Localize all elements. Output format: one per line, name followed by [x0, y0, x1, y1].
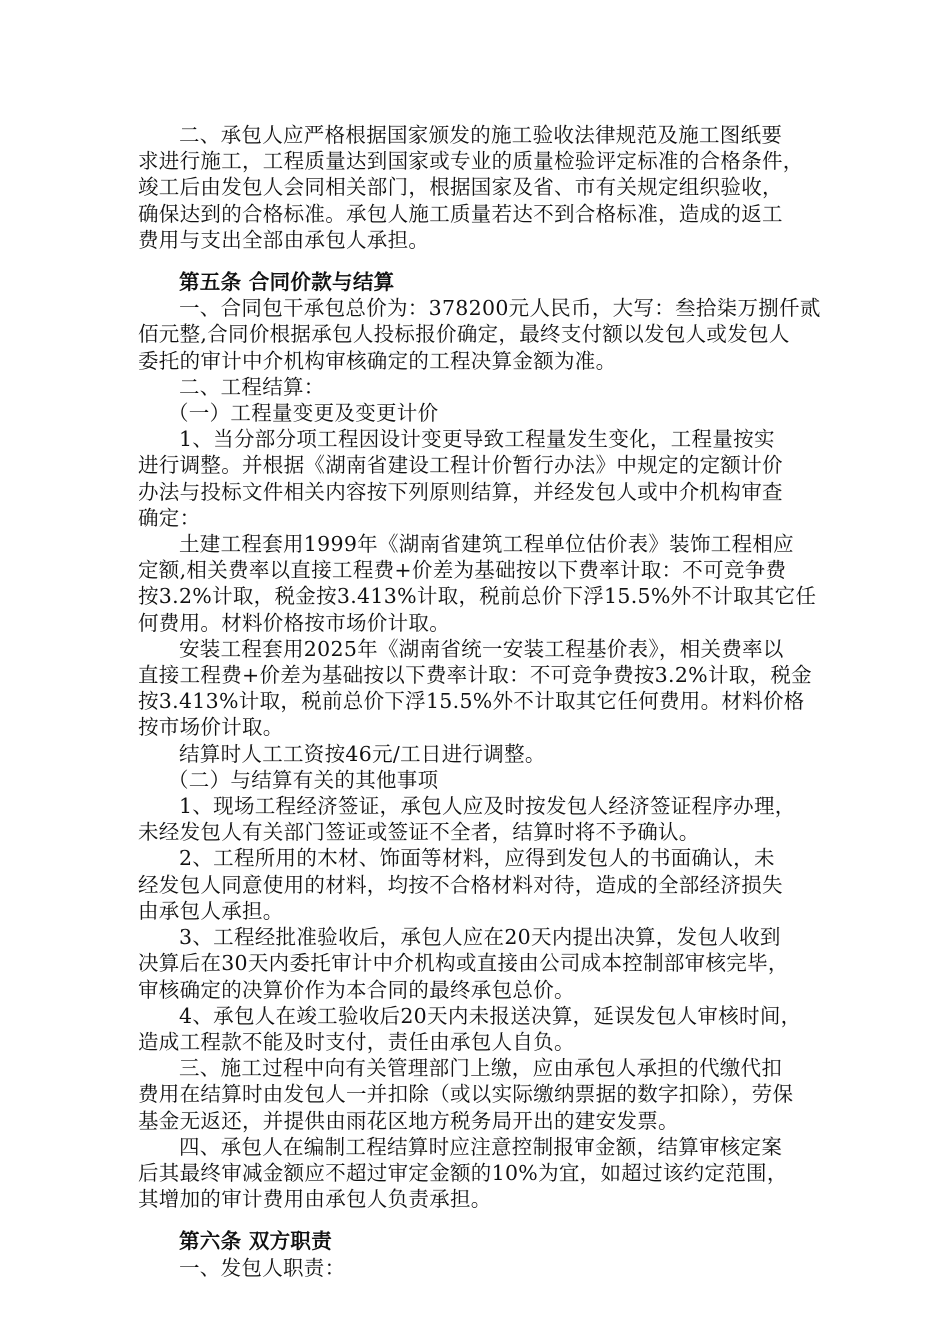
text-line: 三、施工过程中向有关管理部门上缴，应由承包人承担的代缴代扣	[179, 1056, 783, 1081]
text-line: 决算后在30天内委托审计中介机构或直接由公司成本控制部审核完毕，	[138, 951, 789, 976]
paragraph-installation-rates	[138, 636, 828, 741]
paragraph-fees-deduction	[138, 1055, 828, 1134]
text-line: 二、承包人应严格根据国家颁发的施工验收法律规范及施工图纸要	[179, 123, 783, 147]
text-line: 求进行施工，工程质量达到国家或专业的质量检验评定标准的合格条件，	[138, 149, 804, 174]
paragraph-late-submission	[138, 1003, 828, 1055]
text-line: 土建工程套用1999年《湖南省建筑工程单位估价表》装饰工程相应	[179, 532, 794, 557]
paragraph-settlement-title: 二、工程结算：	[179, 374, 325, 399]
text-line: 4、承包人在竣工验收后20天内未报送决算，延误发包人审核时间，	[179, 1003, 802, 1028]
text-line: 何费用。材料价格按市场价计取。	[138, 610, 450, 635]
text-line: 委托的审计中介机构审核确定的工程决算金额为准。	[138, 348, 617, 373]
paragraph-site-visa	[138, 793, 828, 845]
text-line: 费用在结算时由发包人一并扣除（或以实际缴纳票据的数字扣除），劳保	[138, 1082, 794, 1107]
paragraph-employer-duties: 一、发包人职责：	[179, 1255, 346, 1280]
paragraph-contract-price	[138, 295, 828, 374]
text-line: 经发包人同意使用的材料，均按不合格材料对待，造成的全部经济损失	[138, 872, 783, 897]
text-line: 后其最终审减金额应不超过审定金额的10%为宜，如超过该约定范围，	[138, 1160, 788, 1185]
text-line: 四、承包人在编制工程结算时应注意控制报审金额，结算审核定案	[179, 1134, 783, 1159]
section-heading-article-5: 第五条 合同价款与结算	[179, 270, 395, 295]
text-line: 1、现场工程经济签证，承包人应及时按发包人经济签证程序办理，	[179, 794, 796, 819]
text-line: 确定：	[138, 505, 201, 530]
paragraph-audit-limit	[138, 1134, 828, 1213]
paragraph-materials-confirmation	[138, 845, 828, 924]
text-line: 按3.2%计取，税金按3.413%计取，税前总价下浮15.5%外不计取其它任	[138, 584, 817, 609]
text-line: 安装工程套用2025年《湖南省统一安装工程基价表》，相关费率以	[179, 636, 784, 661]
text-line: 按3.413%计取，税前总价下浮15.5%外不计取其它任何费用。材料价格	[138, 689, 805, 714]
subheading-other-matters: （二）与结算有关的其他事项	[168, 767, 439, 792]
text-line: 竣工后由发包人会同相关部门，根据国家及省、市有关规定组织验收，	[138, 175, 783, 200]
text-line: 按市场价计取。	[138, 715, 284, 740]
text-line: 费用与支出全部由承包人承担。	[138, 227, 430, 252]
text-line: 3、工程经批准验收后，承包人应在20天内提出决算，发包人收到	[179, 925, 781, 950]
text-line: 佰元整,合同价根据承包人投标报价确定，最终支付额以发包人或发包人	[138, 322, 790, 347]
text-line: 1、当分部分项工程因设计变更导致工程量发生变化，工程量按实	[179, 427, 775, 452]
paragraph-labor-rate: 结算时人工工资按46元/工日进行调整。	[179, 741, 546, 766]
text-line: 2、工程所用的木材、饰面等材料，应得到发包人的书面确认，未	[179, 846, 775, 871]
text-line: 进行调整。并根据《湖南省建设工程计价暂行办法》中规定的定额计价	[138, 453, 783, 478]
text-line: 一、合同包干承包总价为：378200元人民币，大写：叁拾柒万捌仟贰	[179, 296, 821, 321]
text-line: 未经发包人有关部门签证或签证不全者，结算时将不予确认。	[138, 820, 700, 845]
text-line: 办法与投标文件相关内容按下列原则结算，并经发包人或中介机构审查	[138, 479, 783, 504]
text-line: 定额,相关费率以直接工程费+价差为基础按以下费率计取：不可竞争费	[138, 558, 787, 583]
paragraph-quantity-adjustment	[138, 426, 828, 531]
section-heading-article-6: 第六条 双方职责	[179, 1229, 333, 1254]
document-page	[138, 122, 828, 1281]
paragraph-civil-works-rates	[138, 531, 828, 636]
text-line: 造成工程款不能及时支付，责任由承包人自负。	[138, 1029, 575, 1054]
paragraph-final-accounts	[138, 924, 828, 1003]
text-line: 由承包人承担。	[138, 898, 284, 923]
text-line: 直接工程费+价差为基础按以下费率计取：不可竞争费按3.2%计取，税金	[138, 663, 812, 688]
text-line: 确保达到的合格标准。承包人施工质量若达不到合格标准，造成的返工	[138, 201, 783, 226]
text-line: 审核确定的决算价作为本合同的最终承包总价。	[138, 977, 575, 1002]
text-line: 基金无返还，并提供由雨花区地方税务局开出的建安发票。	[138, 1108, 679, 1133]
paragraph-quality-requirements	[138, 122, 828, 253]
subheading-quantity-change: （一）工程量变更及变更计价	[168, 401, 439, 426]
text-line: 其增加的审计费用由承包人负责承担。	[138, 1187, 492, 1212]
